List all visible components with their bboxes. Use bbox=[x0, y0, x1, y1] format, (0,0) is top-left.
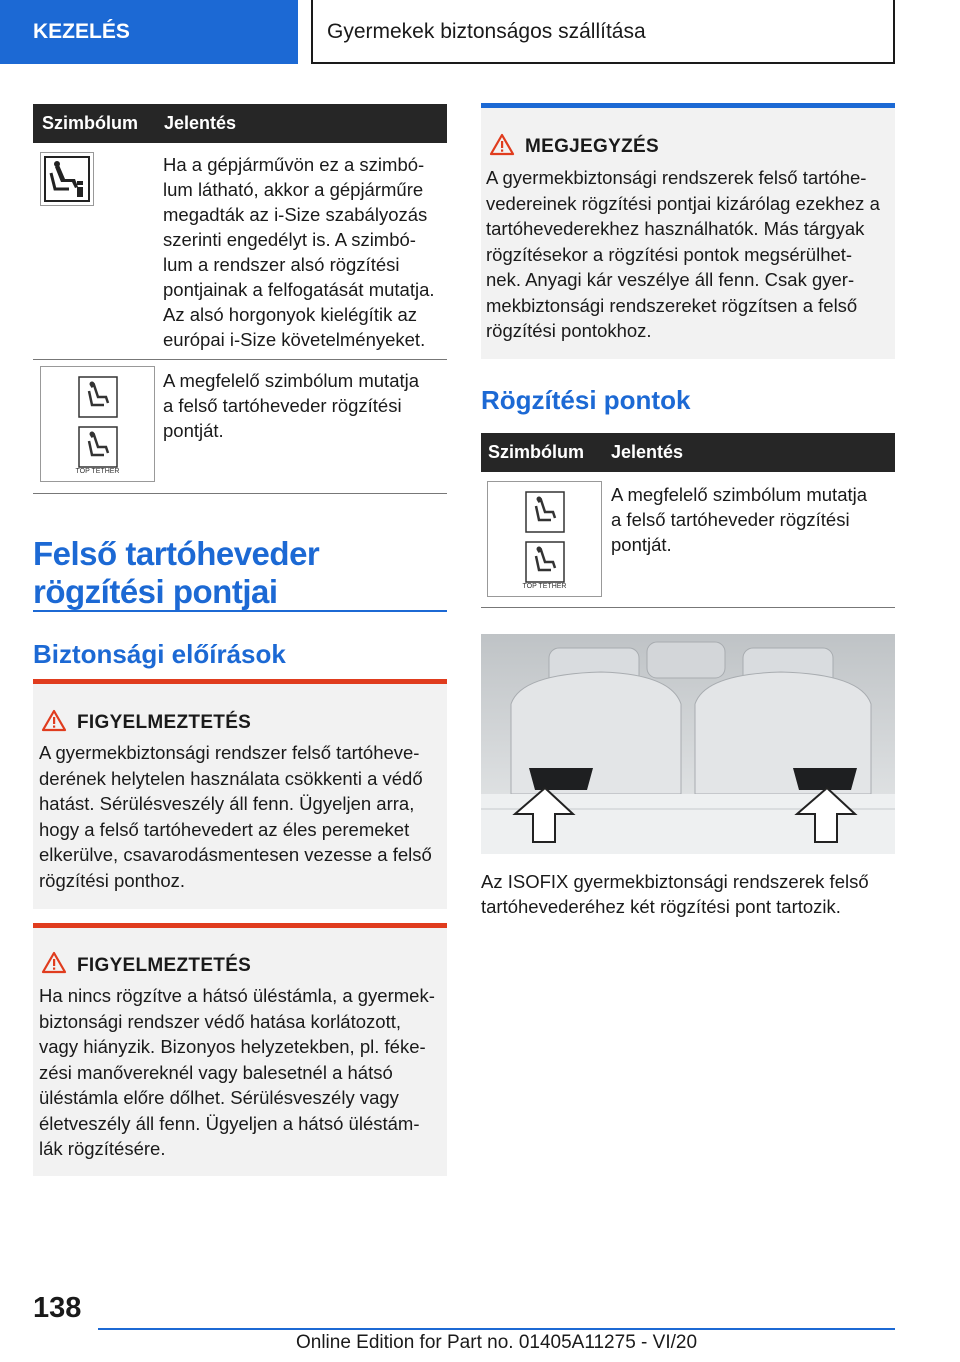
right-section-title: Rögzítési pontok bbox=[481, 385, 691, 415]
text-line: a felső tartóheveder rögzítési bbox=[163, 395, 402, 416]
text-line: tartóhevederéhez két rögzítési pont tartozik. bbox=[481, 896, 841, 917]
top-tether-caption: TOP TETHER bbox=[522, 583, 567, 590]
text-line: Ha a gépjárművön ez a szimbó- bbox=[163, 154, 425, 175]
footer-rule bbox=[98, 1328, 895, 1330]
text-line: pontjainak a felfogatását mutatja. bbox=[163, 279, 435, 300]
note-box bbox=[481, 103, 895, 359]
text-line: Az ISOFIX gyermekbiztonsági rendszerek felső bbox=[481, 871, 869, 892]
top-tether-caption: TOP TETHER bbox=[75, 468, 120, 475]
row2-meaning bbox=[163, 368, 453, 443]
text-line: szerinti engedélyt is. A szimbó- bbox=[163, 229, 416, 250]
row1-meaning bbox=[163, 152, 453, 352]
section-title-rule bbox=[33, 610, 447, 612]
text-line: A megfelelő szimbólum mutatja bbox=[163, 370, 420, 391]
text-line: elkerülve, csavarodásmentesen vezesse a felső bbox=[39, 844, 432, 865]
header-chapter-title: Gyermekek biztonságos szállítása bbox=[311, 0, 895, 64]
photo-caption bbox=[481, 869, 901, 919]
text-line: pontját. bbox=[611, 534, 672, 555]
text-line: biztonsági rendszer védő hatása korlátozott, bbox=[39, 1010, 401, 1032]
table-row-divider bbox=[33, 359, 447, 360]
warning-triangle-icon bbox=[41, 951, 67, 974]
text-line: vedereinek rögzítési pontjai kizárólag ezekhez a bbox=[486, 192, 880, 214]
warning-title: FIGYELMEZTETÉS bbox=[77, 955, 252, 976]
text-line: lum látható, akkor a gépjárműre bbox=[163, 179, 424, 200]
page-number: 138 bbox=[33, 1292, 82, 1324]
text-line: derének helytelen használata csökkenti a védő bbox=[39, 767, 423, 789]
left-table-header bbox=[33, 104, 447, 143]
note-text bbox=[486, 165, 896, 344]
text-line: rögzítési pontokhoz. bbox=[486, 320, 652, 341]
text-line: lum a rendszer alsó rögzítési bbox=[163, 254, 400, 275]
text-line: tartóhevederekhez használhatók. Más tárgyak bbox=[486, 218, 865, 239]
col-symbol-header: Szimbólum bbox=[488, 442, 585, 462]
section-title bbox=[33, 535, 447, 611]
text-line: A gyermekbiztonsági rendszer felső tartóheve- bbox=[39, 742, 420, 763]
warning-box-2 bbox=[33, 923, 447, 1176]
text-line: a felső tartóheveder rögzítési bbox=[611, 509, 850, 530]
text-line: életveszély áll fenn. Ügyeljen a hátsó üléstám- bbox=[39, 1112, 420, 1134]
text-line: rögzítésekor a rögzítési pontok megsérülhet- bbox=[486, 243, 853, 265]
text-line: mekbiztonsági rendszereket rögzítsen a felső bbox=[486, 294, 858, 316]
text-line: pontját. bbox=[163, 420, 224, 441]
right-row-meaning bbox=[611, 482, 901, 557]
section-title-line: rögzítési pontjai bbox=[33, 573, 278, 610]
footer-edition: Online Edition for Part no. 01405A11275 - VI/20 bbox=[295, 1332, 698, 1353]
text-line: nek. Anyagi kár veszélye áll fenn. Csak gyer- bbox=[486, 269, 855, 290]
text-line: hogy a felső tartóhevedert az éles peremeket bbox=[39, 818, 410, 840]
text-line: Az alsó horgonyok kielégítik az bbox=[163, 304, 417, 325]
warning-box-1 bbox=[33, 679, 447, 909]
text-line: lák rögzítésére. bbox=[39, 1138, 166, 1159]
trunk-anchor-photo bbox=[481, 634, 895, 854]
warning-text bbox=[39, 740, 447, 893]
text-line: európai i-Size követelményeket. bbox=[163, 329, 426, 350]
right-table-header bbox=[481, 433, 895, 472]
top-tether-icon bbox=[40, 366, 155, 482]
header-section-label: KEZELÉS bbox=[0, 0, 298, 64]
table-bottom-rule bbox=[33, 493, 447, 494]
text-line: rögzítési ponthoz. bbox=[39, 869, 186, 891]
text-line: megadták az i-Size szabályozás bbox=[163, 204, 428, 225]
warning-text bbox=[39, 983, 447, 1162]
col-meaning-header: Jelentés bbox=[611, 442, 684, 462]
warning-triangle-icon bbox=[41, 709, 67, 732]
text-line: zési manővereknél vagy balesetnél a hátsó bbox=[39, 1061, 393, 1083]
note-title: MEGJEGYZÉS bbox=[525, 136, 659, 157]
text-line: hatást. Sérülésveszély áll fenn. Ügyeljen arra, bbox=[39, 793, 415, 814]
col-meaning-header: Jelentés bbox=[164, 113, 237, 133]
isofix-i-size-icon bbox=[40, 152, 94, 206]
text-line: üléstámla előre dőlhet. Sérülésveszély vagy bbox=[39, 1087, 399, 1108]
table-bottom-rule bbox=[481, 607, 895, 608]
warning-title: FIGYELMEZTETÉS bbox=[77, 712, 252, 733]
subsection-title: Biztonsági előírások bbox=[33, 639, 286, 669]
text-line: vagy hiányzik. Bizonyos helyzetekben, pl. féke- bbox=[39, 1036, 426, 1057]
text-line: A megfelelő szimbólum mutatja bbox=[611, 484, 868, 505]
section-title-line: Felső tartóheveder bbox=[33, 535, 320, 572]
col-symbol-header: Szimbólum bbox=[42, 113, 139, 133]
text-line: Ha nincs rögzítve a hátsó üléstámla, a gyermek- bbox=[39, 985, 435, 1006]
text-line: A gyermekbiztonsági rendszerek felső tartóhe- bbox=[486, 167, 867, 188]
note-triangle-icon bbox=[489, 133, 515, 156]
top-tether-icon bbox=[487, 481, 602, 597]
